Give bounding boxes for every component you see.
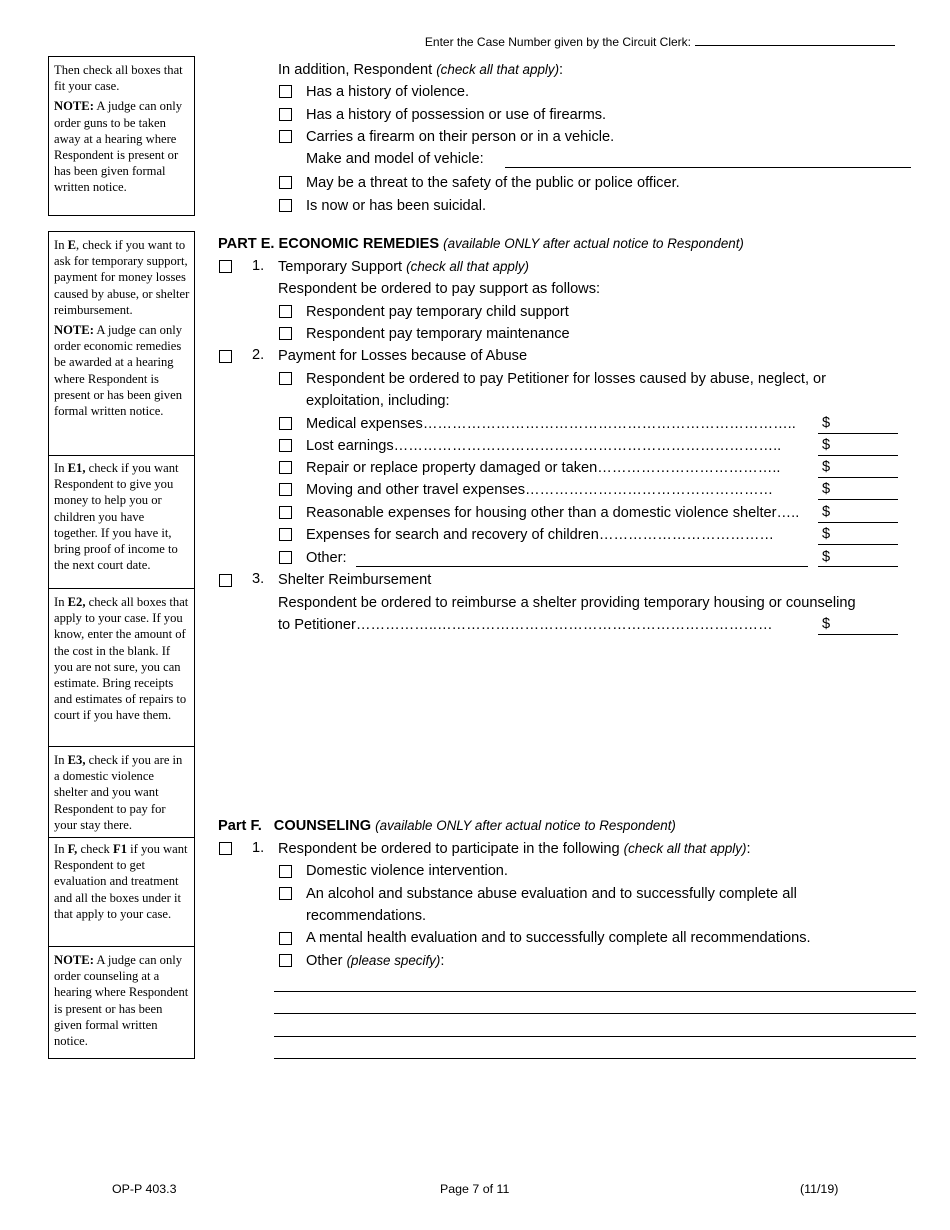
vehicle-input[interactable] [505,166,911,168]
currency-symbol: $ [822,437,831,453]
other-expense-input[interactable] [356,565,808,567]
specify-line-3[interactable] [274,1036,916,1037]
case-number-field[interactable] [695,33,895,46]
sidebar-box-part-f [48,836,195,947]
currency-symbol: $ [822,616,831,632]
item-label: Has a history of violence. [306,84,470,100]
amount-input-lost-earnings[interactable] [818,454,898,456]
item-label: Respondent pay temporary child support [306,304,569,320]
item-label: May be a threat to the safety of the public or police officer. [306,175,680,191]
part-f-heading: Part F. COUNSELING (available ONLY after actual notice to Respondent) [218,818,676,834]
currency-symbol: $ [822,415,831,431]
case-number-header [0,33,895,49]
sidebar-note: NOTE: A judge can only order guns to be taken away at a hearing where Respondent is present or has been given formal written notice. [54,99,183,195]
amount-input-medical[interactable] [818,432,898,434]
e2-intro: Respondent be ordered to pay Petitioner for losses caused by abuse, neglect, or [306,371,827,387]
amount-input-repair[interactable] [818,476,898,478]
checkbox-e1[interactable] [219,260,232,273]
e3-label: Shelter Reimbursement [278,572,432,588]
sidebar-text: In E1, check if you want Respondent to give you money to help you or children you have together. If you have it, bring proof of income to the next court date. [54,461,179,573]
expense-label: Other: [306,550,347,566]
item-number: 3. [252,571,265,587]
sidebar-text: In F, check F1 if you want Respondent to get evaluation and treatment and all the boxes under it that apply to your case. [54,842,188,921]
currency-symbol: $ [822,459,831,475]
sidebar-box-counseling-note [48,946,195,1059]
vehicle-label: Make and model of vehicle: [306,151,484,167]
specify-line-1[interactable] [274,991,916,992]
expense-label: Expenses for search and recovery of children……………………………… [306,527,774,543]
form-id: OP-P 403.3 [112,1182,177,1196]
checkbox-f1[interactable] [219,842,232,855]
currency-symbol: $ [822,504,831,520]
checkbox-carries-firearm[interactable] [279,130,292,143]
item-number: 1. [252,258,265,274]
checkbox-e2[interactable] [219,350,232,363]
amount-input-housing[interactable] [818,521,898,523]
e1-label: Temporary Support (check all that apply) [278,259,529,275]
item-label: Carries a firearm on their person or in a vehicle. [306,129,615,145]
specify-line-2[interactable] [274,1013,916,1014]
amount-input-shelter[interactable] [818,633,898,635]
item-label: An alcohol and substance abuse evaluation and to successfully complete all [306,886,797,902]
item-label: Other (please specify): [306,953,445,969]
sidebar-box-e1 [48,455,195,589]
sidebar-text: In E2, check all boxes that apply to your case. If you know, enter the amount of the cost in the blank. If you are not sure, you can estimate. Bring receipts and estimates of repairs to court if you have them. [54,595,189,723]
amount-input-moving[interactable] [818,498,898,500]
sidebar-box-e2 [48,588,195,747]
case-number-label: Enter the Case Number given by the Circuit Clerk: [424,35,691,49]
amount-input-other[interactable] [818,565,898,567]
page-number: Page 7 of 11 [440,1182,510,1196]
item-label: Domestic violence intervention. [306,863,508,879]
sidebar-note: NOTE: A judge can only order counseling at a hearing where Respondent is present or has been given formal written notice. [54,953,189,1049]
e3-text: Respondent be ordered to reimburse a shelter providing temporary housing or counseling [278,595,856,611]
sidebar-note: NOTE: A judge can only order economic remedies be awarded at a hearing where Respondent is present or has been given formal written notice. [54,323,183,419]
checkbox-substance-eval[interactable] [279,887,292,900]
expense-label: Lost earnings…………………………………………………………………….. [306,438,782,454]
f1-label: Respondent be ordered to participate in the following (check all that apply): [278,841,751,857]
expense-label: Reasonable expenses for housing other than a domestic violence shelter….. [306,505,800,521]
expense-label: Repair or replace property damaged or taken……………………………….. [306,460,781,476]
checkbox-other-counseling[interactable] [279,954,292,967]
item-label: Has a history of possession or use of firearms. [306,107,607,123]
currency-symbol: $ [822,481,831,497]
item-label: Is now or has been suicidal. [306,198,487,214]
checkbox-moving[interactable] [279,483,292,496]
checkbox-pay-losses[interactable] [279,372,292,385]
e1-subtext: Respondent be ordered to pay support as follows: [278,281,601,297]
checkbox-e3[interactable] [219,574,232,587]
sidebar-text: Then check all boxes that fit your case. [54,63,183,94]
checkbox-history-violence[interactable] [279,85,292,98]
currency-symbol: $ [822,526,831,542]
amount-input-search[interactable] [818,543,898,545]
item-number: 1. [252,840,265,856]
checkbox-repair-property[interactable] [279,461,292,474]
sidebar-text: In E, check if you want to ask for temporary support, payment for money losses caused by abuse, or shelter reimbursement. [54,238,190,317]
item-label-cont: recommendations. [306,908,427,924]
checkbox-history-firearms[interactable] [279,108,292,121]
currency-symbol: $ [822,549,831,565]
item-label: Respondent pay temporary maintenance [306,326,570,342]
checkbox-other-expense[interactable] [279,551,292,564]
checkbox-housing[interactable] [279,506,292,519]
specify-line-4[interactable] [274,1058,916,1059]
e2-label: Payment for Losses because of Abuse [278,348,528,364]
sidebar-box-firearms [48,56,195,216]
part-e-heading: PART E. ECONOMIC REMEDIES (available ONLY after actual notice to Respondent) [218,236,744,252]
sidebar-text: In E3, check if you are in a domestic violence shelter and you want Respondent to pay for your stay there. [54,753,183,832]
checkbox-maintenance[interactable] [279,327,292,340]
expense-label: Moving and other travel expenses…………………………………………… [306,482,774,498]
checkbox-dv-intervention[interactable] [279,865,292,878]
checkbox-threat-safety[interactable] [279,176,292,189]
e3-text-cont: to Petitioner……………..…………………………………………………………… [278,617,773,633]
checkbox-mental-health[interactable] [279,932,292,945]
checkbox-lost-earnings[interactable] [279,439,292,452]
form-version: (11/19) [800,1182,839,1196]
item-number: 2. [252,347,265,363]
sidebar-box-part-e [48,231,195,456]
checkbox-search-children[interactable] [279,528,292,541]
checkbox-child-support[interactable] [279,305,292,318]
item-label: A mental health evaluation and to successfully complete all recommendations. [306,930,811,946]
checkbox-medical[interactable] [279,417,292,430]
respondent-intro: In addition, Respondent (check all that apply): [278,62,564,78]
sidebar-box-e3 [48,746,195,838]
expense-label: Medical expenses………………………………………………………………….. [306,416,796,432]
checkbox-suicidal[interactable] [279,199,292,212]
e2-intro-cont: exploitation, including: [306,393,450,409]
